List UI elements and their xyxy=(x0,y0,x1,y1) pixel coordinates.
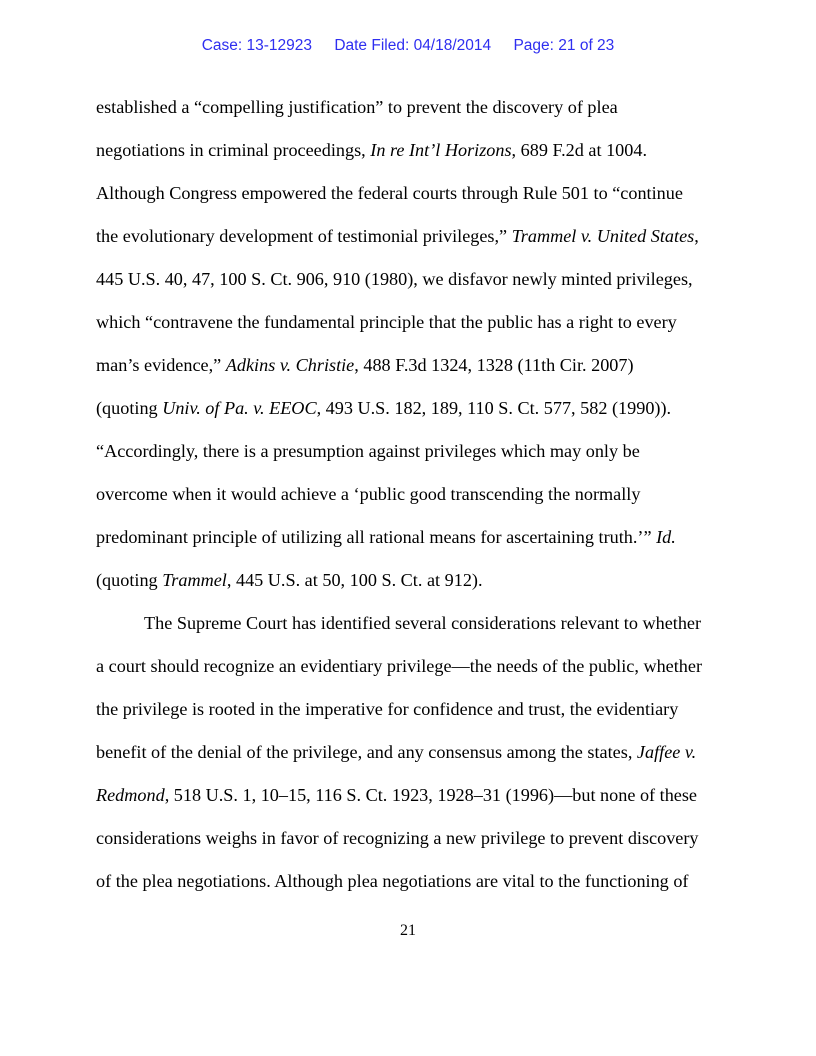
text-line xyxy=(96,655,702,677)
text-line xyxy=(96,526,676,548)
text-run: the privilege is rooted in the imperative for confidence and trust, the evidentiary xyxy=(96,699,679,719)
text-line xyxy=(96,96,618,118)
text-line xyxy=(96,268,693,290)
text-run: The Supreme Court has identified several considerations relevant to whether xyxy=(144,613,702,633)
text-run: man’s evidence,” xyxy=(96,355,226,375)
page-indicator: Page: 21 of 23 xyxy=(513,37,615,54)
text-line xyxy=(96,182,683,204)
case-citation-italic: In re Int’l Horizons xyxy=(370,140,512,160)
case-citation-italic: Univ. of Pa. v. EEOC xyxy=(162,398,317,418)
case-citation-italic: Redmond xyxy=(96,785,165,805)
text-run: predominant principle of utilizing all rational means for ascertaining truth.’” xyxy=(96,527,657,547)
text-run: , 518 U.S. 1, 10–15, 116 S. Ct. 1923, 1928–31 (1996)—but none of these xyxy=(164,785,698,805)
text-line xyxy=(96,870,688,892)
text-run: negotiations in criminal proceedings, xyxy=(96,140,371,160)
text-run: considerations weighs in favor of recognizing a new privilege to prevent discovery xyxy=(96,828,699,848)
text-run: , 493 U.S. 182, 189, 110 S. Ct. 577, 582 (1990)). xyxy=(316,398,672,418)
text-run: (quoting xyxy=(96,570,163,590)
text-line xyxy=(96,827,699,849)
text-line xyxy=(96,784,697,806)
page-number: 21 xyxy=(400,922,416,939)
case-number: Case: 13-12923 xyxy=(201,37,312,54)
text-run: , xyxy=(694,226,699,246)
text-run: 445 U.S. 40, 47, 100 S. Ct. 906, 910 (1980), we disfavor newly minted privileges, xyxy=(96,269,693,289)
text-line xyxy=(144,612,701,634)
text-run: “Accordingly, there is a presumption against privileges which may only be xyxy=(96,441,640,461)
text-run: , 445 U.S. at 50, 100 S. Ct. at 912). xyxy=(226,570,483,590)
case-citation-italic: Trammel xyxy=(162,570,227,590)
text-line xyxy=(96,354,634,376)
case-citation-italic: Trammel v. United States xyxy=(511,226,695,246)
text-line xyxy=(96,139,647,161)
text-line xyxy=(96,483,640,505)
text-run: the evolutionary development of testimonial privileges,” xyxy=(96,226,512,246)
text-run: of the plea negotiations. Although plea negotiations are vital to the functioning of xyxy=(96,871,689,891)
text-run: a court should recognize an evidentiary privilege—the needs of the public, whether xyxy=(96,656,703,676)
text-line xyxy=(96,311,677,333)
text-run: benefit of the denial of the privilege, and any consensus among the states, xyxy=(96,742,637,762)
text-line xyxy=(96,741,696,763)
text-line xyxy=(96,698,678,720)
text-run: (quoting xyxy=(96,398,163,418)
case-citation-italic: Adkins v. Christie xyxy=(225,355,355,375)
text-line xyxy=(96,397,671,419)
text-line xyxy=(96,225,699,247)
case-header xyxy=(0,37,816,55)
text-run: which “contravene the fundamental principle that the public has a right to every xyxy=(96,312,677,332)
case-citation-italic: Id. xyxy=(656,527,676,547)
text-run: , 689 F.2d at 1004. xyxy=(511,140,648,160)
date-filed: Date Filed: 04/18/2014 xyxy=(334,37,492,54)
text-run: overcome when it would achieve a ‘public good transcending the normally xyxy=(96,484,641,504)
text-run: Although Congress empowered the federal courts through Rule 501 to “continue xyxy=(96,183,683,203)
case-citation-italic: Jaffee v. xyxy=(636,742,697,762)
text-run: established a “compelling justification” to prevent the discovery of plea xyxy=(96,97,618,117)
text-line xyxy=(96,569,483,591)
text-line xyxy=(96,440,640,462)
text-run: , 488 F.3d 1324, 1328 (11th Cir. 2007) xyxy=(354,355,634,375)
